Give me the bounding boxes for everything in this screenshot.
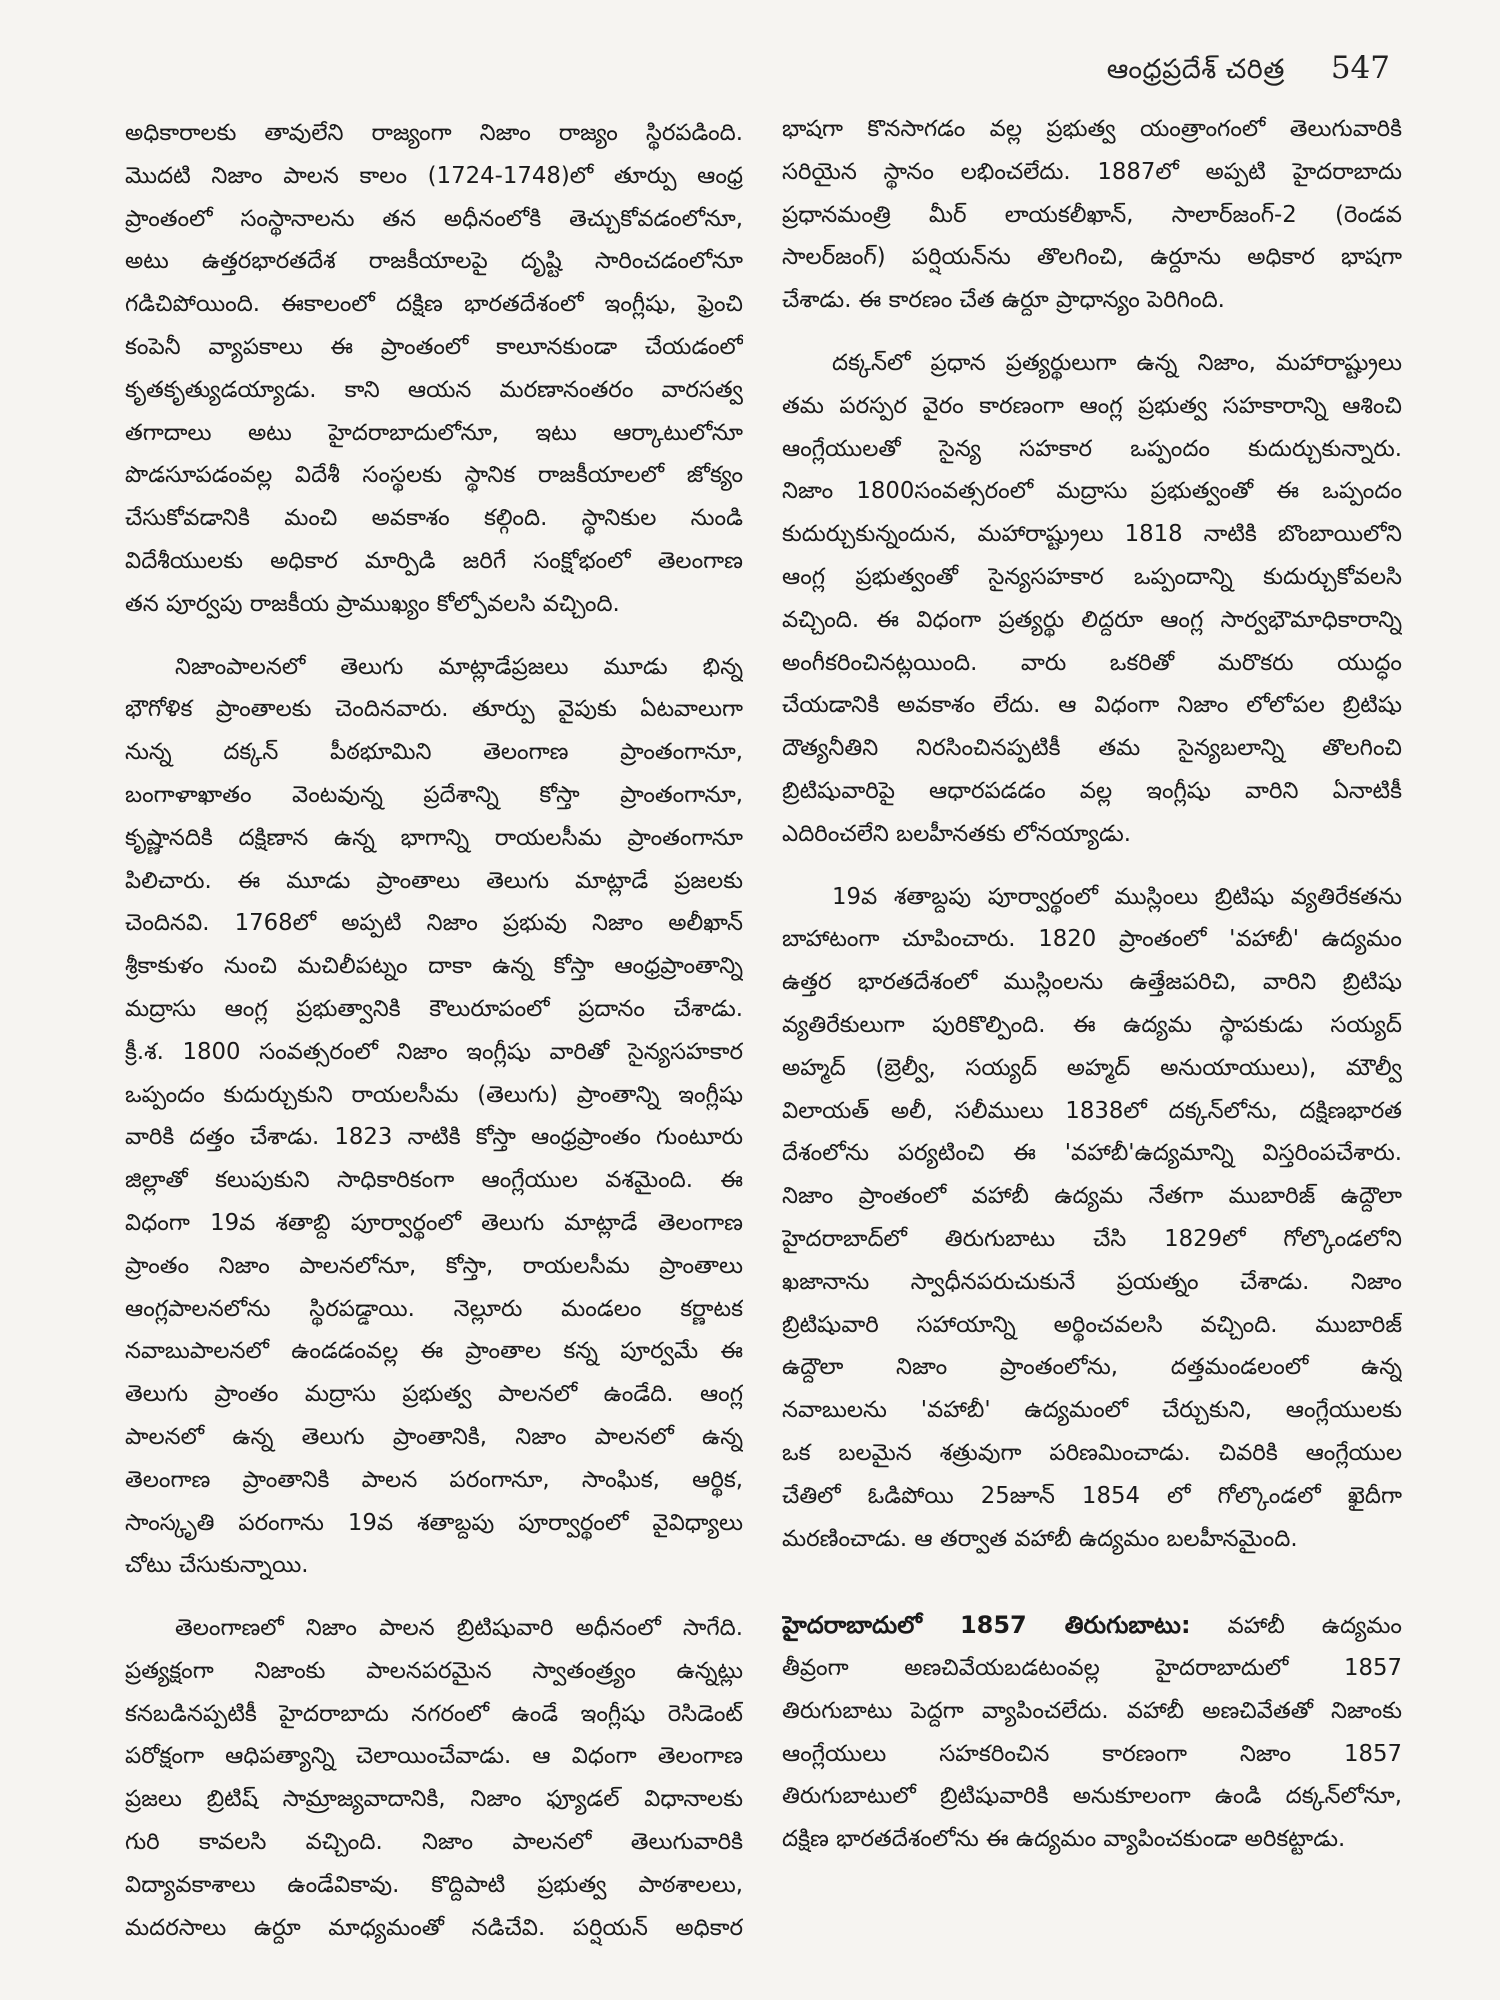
- text-line: తెలంగాణ ప్రాంతానికి పాలన పరంగానూ, సాంఘిక, ఆర్థిక,: [125, 1466, 743, 1493]
- text-line: 19వ శతాబ్దపు పూర్వార్థంలో ముస్లింలు బ్రిటిషు వ్యతిరేకతను: [832, 883, 1402, 910]
- text-line: జిల్లాతో కలుపుకుని సాధికారికంగా ఆంగ్లేయుల వశమైంది. ఈ: [125, 1167, 743, 1194]
- text-line: బంగాళాఖాతం వెంటవున్న ప్రదేశాన్ని కోస్తా ప్రాంతంగానూ,: [125, 781, 743, 808]
- text-line: మద్రాసు ఆంగ్ల ప్రభుత్వానికి కౌలురూపంలో ప్రదానం చేశాడు.: [125, 995, 743, 1022]
- text-line: తన పూర్వపు రాజకీయ ప్రాముఖ్యం కోల్పోవలసి వచ్చింది.: [125, 590, 620, 617]
- text-line: మరణించాడు. ఆ తర్వాత వహాబీ ఉద్యమం బలహీనమైంది.: [782, 1525, 1298, 1552]
- text-line: విదేశీయులకు అధికార మార్పిడి జరిగే సంక్షోభంలో తెలంగాణ: [125, 547, 743, 574]
- section-heading: హైదరాబాదులో 1857 తిరుగుబాటు:: [782, 1611, 1191, 1640]
- text-line: తీవ్రంగా అణచివేయబడటంవల్ల హైదరాబాదులో 1857: [782, 1655, 1402, 1682]
- text-line: చేసుకోవడానికి మంచి అవకాశం కల్గింది. స్థానికుల నుండి: [125, 505, 743, 532]
- paragraph: [125, 646, 743, 1588]
- text-line: చేతిలో ఓడిపోయి 25జూన్ 1854 లో గోల్కొండలో ఖైదీగా: [782, 1482, 1402, 1509]
- right-column: [782, 108, 1402, 1861]
- text-line: పొడసూపడంవల్ల విదేశీ సంస్థలకు స్థానిక రాజకీయాలలో జోక్యం: [125, 462, 743, 489]
- text-line: ప్రాంతంలో సంస్థానాలను తన అధీనంలోకి తెచ్చుకోవడంలోనూ,: [125, 205, 743, 232]
- text-line: మొదటి నిజాం పాలన కాలం (1724-1748)లో తూర్పు ఆంధ్ర: [125, 162, 743, 189]
- text-line: ఉద్దౌలా నిజాం ప్రాంతంలోను, దత్తమండలంలో ఉన్న: [782, 1354, 1402, 1381]
- text-line: చోటు చేసుకున్నాయి.: [125, 1552, 309, 1579]
- text-line: కృతకృత్యుడయ్యాడు. కాని ఆయన మరణానంతరం వారసత్వ: [125, 376, 743, 403]
- text-line: చేశాడు. ఈ కారణం చేత ఉర్దూ ప్రాధాన్యం పెరిగింది.: [782, 287, 1225, 314]
- paragraph: [782, 108, 1402, 322]
- text-line: ప్రాంతం నిజాం పాలనలోనూ, కోస్తా, రాయలసీమ ప్రాంతాలు: [125, 1252, 743, 1279]
- text-line: దక్కన్‌లో ప్రధాన ప్రత్యర్థులుగా ఉన్న నిజాం, మహారాష్ట్రులు: [832, 349, 1402, 376]
- text-line: అటు ఉత్తరభారతదేశ రాజకీయాలపై దృష్టి సారించడంలోనూ: [125, 248, 743, 275]
- text-line: క్రీ.శ. 1800 సంవత్సరంలో నిజాం ఇంగ్లీషు వారితో సైన్యసహకార: [125, 1038, 743, 1065]
- text-line: కనబడినప్పటికీ హైదరాబాదు నగరంలో ఉండే ఇంగ్లీషు రెసిడెంట్: [125, 1700, 743, 1727]
- section-1857-revolt: [782, 1604, 1402, 1861]
- text-line: గడిచిపోయింది. ఈకాలంలో దక్షిణ భారతదేశంలో ఇంగ్లీషు, ఫ్రెంచి: [125, 291, 743, 318]
- text-line: ఆంగ్లపాలనలోను స్థిరపడ్డాయి. నెల్లూరు మండలం కర్ణాటక: [125, 1295, 743, 1322]
- paragraph: [782, 1647, 1402, 1861]
- text-line: చేయడానికి అవకాశం లేదు. ఆ విధంగా నిజాం లోలోపల బ్రిటిషు: [782, 692, 1402, 719]
- text-line: పరోక్షంగా ఆధిపత్యాన్ని చెలాయించేవాడు. ఆ విధంగా తెలంగాణ: [125, 1743, 743, 1770]
- text-line: నిజాం 1800సంవత్సరంలో మద్రాసు ప్రభుత్వంతో ఈ ఒప్పందం: [782, 478, 1402, 505]
- section-first-line: [782, 1604, 1402, 1647]
- text-line: శ్రీకాకుళం నుంచి మచిలీపట్నం దాకా ఉన్న కోస్తా ఆంధ్రప్రాంతాన్ని: [125, 953, 743, 980]
- text-line: వారికి దత్తం చేశాడు. 1823 నాటికి కోస్తా ఆంధ్రప్రాంతం గుంటూరు: [125, 1124, 743, 1151]
- text-line: ప్రజలు బ్రిటిష్ సామ్రాజ్యవాదానికి, నిజాం ఫ్యూడల్ విధానాలకు: [125, 1786, 743, 1813]
- text-line: వ్యతిరేకులుగా పురికొల్పింది. ఈ ఉద్యమ స్థాపకుడు సయ్యద్: [782, 1011, 1402, 1038]
- text-line: నిజాంపాలనలో తెలుగు మాట్లాడేప్రజలు మూడు భిన్న: [175, 653, 743, 680]
- text-line: బాహాటంగా చూపించారు. 1820 ప్రాంతంలో 'వహాబీ' ఉద్యమం: [782, 926, 1402, 953]
- text-line: ప్రధానమంత్రి మీర్ లాయకలీఖాన్, సాలార్‌జంగ్-2 (రెండవ: [782, 201, 1402, 228]
- text-line: తిరుగుబాటు పెద్దగా వ్యాపించలేదు. వహాబీ అణచివేతతో నిజాంకు: [782, 1697, 1402, 1724]
- paragraph: [125, 112, 743, 626]
- text-line: సాలర్‌జంగ్) పర్షియన్‌ను తొలగించి, ఉర్దూను అధికార భాషగా: [782, 244, 1402, 271]
- text-line: కుదుర్చుకున్నందున, మహారాష్ట్రులు 1818 నాటికి బొంబాయిలోని: [782, 521, 1402, 548]
- text-line: మదరసాలు ఉర్దూ మాధ్యమంతో నడిచేవి. పర్షియన్ అధికార: [125, 1914, 743, 1941]
- running-header: [1107, 50, 1390, 92]
- text-line: ఒప్పందం కుదుర్చుకుని రాయలసీమ (తెలుగు) ప్రాంతాన్ని ఇంగ్లీషు: [125, 1081, 743, 1108]
- text-line: బ్రిటిషువారిపై ఆధారపడడం వల్ల ఇంగ్లీషు వారిని ఏనాటికీ: [782, 777, 1402, 804]
- text-line: ఖజానాను స్వాధీనపరుచుకునే ప్రయత్నం చేశాడు. నిజాం: [782, 1268, 1402, 1295]
- section-first-line-text: వహాబీ ఉద్యమం: [1190, 1613, 1402, 1640]
- text-line: విలాయత్ అలీ, సలీములు 1838లో దక్కన్‌లోను, దక్షిణభారత: [782, 1097, 1402, 1124]
- book-title: ఆంధ్రప్రదేశ్ చరిత్ర: [1106, 54, 1285, 85]
- paragraph: [782, 876, 1402, 1561]
- text-line: హైదరాబాద్‌లో తిరుగుబాటు చేసి 1829లో గోల్కొండలోని: [782, 1225, 1402, 1252]
- text-line: ఉత్తర భారతదేశంలో ముస్లింలను ఉత్తేజపరిచి, వారిని బ్రిటిషు: [782, 969, 1402, 996]
- text-line: సాంస్కృతి పరంగాను 19వ శతాబ్దపు పూర్వార్థంలో వైవిధ్యాలు: [125, 1509, 743, 1536]
- text-line: అధికారాలకు తావులేని రాజ్యంగా నిజాం రాజ్యం స్థిరపడింది.: [125, 120, 743, 146]
- text-line: తెలంగాణలో నిజాం పాలన బ్రిటిషువారి అధీనంలో సాగేది.: [175, 1615, 743, 1642]
- text-line: నున్న దక్కన్ పీఠభూమిని తెలంగాణ ప్రాంతంగానూ,: [125, 739, 743, 766]
- text-line: అహ్మద్ (బ్రెల్వీ, సయ్యద్ అహ్మద్ అనుయాయులు), మౌల్వీ: [782, 1054, 1402, 1081]
- text-line: భౌగోళిక ప్రాంతాలకు చెందినవారు. తూర్పు వైపుకు ఏటవాలుగా: [125, 696, 743, 723]
- paragraph: [782, 342, 1402, 856]
- text-line: తెలుగు ప్రాంతం మద్రాసు ప్రభుత్వ పాలనలో ఉండేది. ఆంగ్ల: [125, 1381, 743, 1408]
- text-line: కంపెనీ వ్యాపకాలు ఈ ప్రాంతంలో కాలూనకుండా చేయడంలో: [125, 333, 743, 360]
- text-line: నవాబులను 'వహాబీ' ఉద్యమంలో చేర్చుకుని, ఆంగ్లేయులకు: [782, 1397, 1402, 1424]
- text-line: సరియైన స్థానం లభించలేదు. 1887లో అప్పటి హైదరాబాదు: [782, 158, 1402, 185]
- text-line: విద్యావకాశాలు ఉండేవికావు. కొద్దిపాటి ప్రభుత్వ పాఠశాలలు,: [125, 1871, 743, 1898]
- text-line: విధంగా 19వ శతాబ్ది పూర్వార్థంలో తెలుగు మాట్లాడే తెలంగాణ: [125, 1209, 743, 1236]
- text-line: ఆంగ్లేయులతో సైన్య సహకార ఒప్పందం కుదుర్చుకున్నారు.: [782, 435, 1402, 462]
- paragraph: [125, 1607, 743, 1949]
- text-line: తమ పరస్పర వైరం కారణంగా ఆంగ్ల ప్రభుత్వ సహకారాన్ని ఆశించి: [782, 392, 1402, 419]
- left-column: [125, 112, 743, 1949]
- text-line: ఆంగ్ల ప్రభుత్వంతో సైన్యసహకార ఒప్పందాన్ని కుదుర్చుకోవలసి: [782, 563, 1402, 590]
- text-line: గురి కావలసి వచ్చింది. నిజాం పాలనలో తెలుగువారికి: [125, 1829, 743, 1856]
- text-line: ఎదిరించలేని బలహీనతకు లోనయ్యాడు.: [782, 820, 1131, 847]
- text-line: పాలనలో ఉన్న తెలుగు ప్రాంతానికి, నిజాం పాలనలో ఉన్న: [125, 1423, 743, 1450]
- text-line: చెందినవి. 1768లో అప్పటి నిజాం ప్రభువు నిజాం అలీఖాన్: [125, 910, 743, 937]
- text-line: బ్రిటిషువారి సహాయాన్ని అర్థించవలసి వచ్చింది. ముబారిజ్: [782, 1311, 1402, 1338]
- text-line: దక్షిణ భారతదేశంలోను ఈ ఉద్యమం వ్యాపించకుండా అరికట్టాడు.: [782, 1826, 1346, 1853]
- page-number: 547: [1330, 50, 1390, 86]
- text-line: కృష్ణానదికి దక్షిణాన ఉన్న భాగాన్ని రాయలసీమ ప్రాంతంగానూ: [125, 824, 743, 851]
- text-line: వచ్చింది. ఈ విధంగా ప్రత్యర్థు లిద్దరూ ఆంగ్ల సార్వభౌమాధికారాన్ని: [782, 606, 1402, 633]
- text-line: ప్రత్యక్షంగా నిజాంకు పాలనపరమైన స్వాతంత్ర్యం ఉన్నట్లు: [125, 1657, 743, 1684]
- text-line: తిరుగుబాటులో బ్రిటిషువారికి అనుకూలంగా ఉండి దక్కన్‌లోనూ,: [782, 1783, 1402, 1810]
- text-line: దేశంలోను పర్యటించి ఈ 'వహాబీ'ఉద్యమాన్ని విస్తరింపచేశారు.: [782, 1140, 1402, 1167]
- text-line: అంగీకరించినట్లయింది. వారు ఒకరితో మరొకరు యుద్ధం: [782, 649, 1402, 676]
- text-line: ఒక బలమైన శత్రువుగా పరిణమించాడు. చివరికి ఆంగ్లేయుల: [782, 1439, 1402, 1466]
- text-line: తగాదాలు అటు హైదరాబాదులోనూ, ఇటు ఆర్కాటులోనూ: [125, 419, 743, 446]
- text-line: భాషగా కొనసాగడం వల్ల ప్రభుత్వ యంత్రాంగంలో తెలుగువారికి: [782, 116, 1402, 142]
- text-line: నిజాం ప్రాంతంలో వహాబీ ఉద్యమ నేతగా ముబారిజ్ ఉద్దౌలా: [782, 1183, 1402, 1210]
- text-line: దౌత్యనీతిని నిరసించినప్పటికీ తమ సైన్యబలాన్ని తొలగించి: [782, 735, 1402, 762]
- text-line: నవాబుపాలనలో ఉండడంవల్ల ఈ ప్రాంతాల కన్న పూర్వమే ఈ: [125, 1338, 743, 1365]
- text-line: ఆంగ్లేయులు సహకరించిన కారణంగా నిజాం 1857: [782, 1740, 1402, 1767]
- text-line: పిలిచారు. ఈ మూడు ప్రాంతాలు తెలుగు మాట్లాడే ప్రజలకు: [125, 867, 743, 894]
